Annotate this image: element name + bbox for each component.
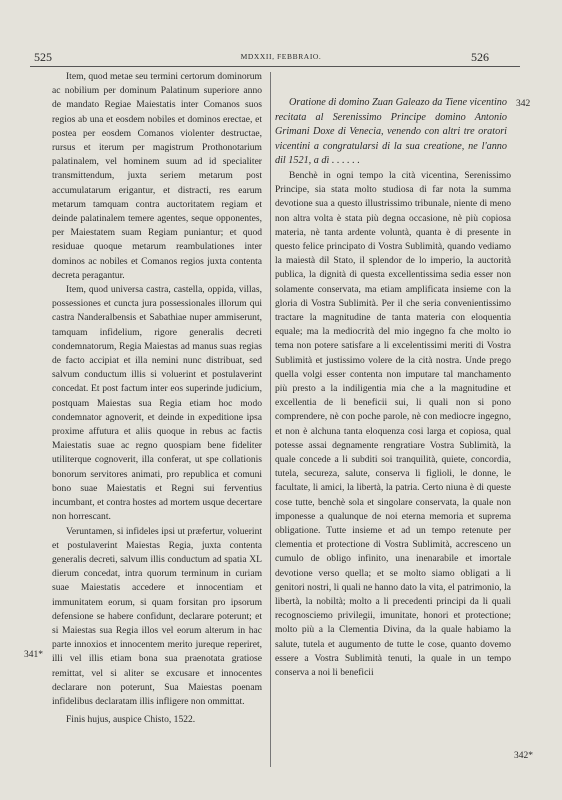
margin-note-left: 341* (24, 650, 43, 660)
paragraph: Veruntamen, si infideles ipsi ut præfertur, voluerint et postulaverint Maiestas Regia, juxta contenta generalis decreti, salvum illis conductum ad spatia XL dierum concedat, intra quorum terminum in curiam suae Maiestatis accedere et innocentiam et immunitatem eorum, si quam forsitan pro ipsorum defensione se habere confidunt, declarare poterunt; et si Maiestas sua Regia illos vel eorum alterum in hac parte innoxios et innocentem merito jureque reperiret, illi vel illis etiam bona sua praenotata gratiose remittat, vel si aliter se excusare et innocentes declarare non poterunt, Sua Maiestas poenam infidelibus declaratam illis infligere non ommittat. (52, 525, 262, 707)
oration-title: Oratione di domino Zuan Galeazo da Tiene vicentino recitata al Serenissimo Principe domino Antonio Grimani Doxe di Venecia, venendo con altri tre oratori vicentini a congratularsi di la sua creatione, ne l'anno dil 1521, a dì . . . . . . (275, 97, 507, 167)
right-column (275, 96, 511, 680)
running-head: MDXXII, FEBBRAIO. (240, 52, 322, 61)
margin-note-bottom: 342* (514, 751, 533, 761)
paragraph: Finis hujus, auspice Chisto, 1522. (66, 714, 196, 726)
right-page-number: 526 (471, 50, 489, 64)
margin-note-title: 342 (516, 99, 531, 109)
left-page-number: 525 (34, 50, 52, 64)
column-divider (270, 72, 271, 767)
paragraph: Benchè in ogni tempo la cità vicentina, Serenissimo Principe, sia stata molto studiosa di far nota la summa devotione sua a questo illustrissimo tribunale, niente di meno non altra volta è stata più degna occasione, nè più copiosa materia, nè tanta ardente voluntà, quanta è di presente in questo felice principato di Vostra Sublimità, quando vediamo la maiestà dil Stato, il splendor de lo imperio, la auctorità publica, la dignità di questa excellentissima sedia esser non solamente conservata, ma etiam amplificata insieme con la gloria di Vostra Sublimità. Per il che seria convenientissimo tractare la magnitudine de tanta materia con eloquentia equale; ma la mediocrità del mio ingegno fa che molto io tema non potere satisfare a li excelentissimi meriti di Vostra Sublimità et justissimo volere de la cità nostra. Unde prego quella volgi esser contenta non imputare tal manchamento più presto a la indiligentia mia che a la magnitudine et excellentia de li beneficii sui, li quali non si pono comprendere, nè con poche parole, nè con mediocre ingegno, et non è alchuna tanta eloquenza cosi larga et copiosa, qual potesse assai degnamente rengratiare Vostra Sublimità, la quale concede a li subditi soi tranquilità, quiete, concordia, tutela, secureza, salute, conserva li figlioli, le donne, le facultate, li amici, la libertà, la patria. Certo niuna è di queste cose tutte, benchè sola et singolare conservata, la quale non imponesse a qualunque de noi eterna memoria et suprema obligatione. Tutte insieme et ad un tempo retenute per clementia et protectione di Vostra Sublimità, accresceno un cumulo de obligo infinito, una inenarabile et imortale devotione verso quella; et se molto siamo obligati a li genitori nostri, li quali ne hanno dato la vita, el patrimonio, la libertà, la nobiltà; molto a li precedenti principi da li quali recognosciemo privilegii, imunitate, honori et protectione; molto più a la Clementia Divina, da la quale habiamo la salute, tutela et augumento de tutte le cose, quanto dovemo essere a Vostra Sublimità tenuti, la quale in un tempo conserva a noi li beneficii (275, 169, 511, 679)
left-column (52, 70, 262, 727)
header-rule (30, 66, 520, 67)
paragraph: Item, quod metae seu termini certorum dominorum ac nobilium per dominum Palatinum superiore anno de mandato Regiae Maiestatis inter Comanos suos regios ab una et eosdem nobiles et dominos erectae, et postea per eosdem Comanos violenter destructae, rursus et iterum per magistrum Prothonotarium palatinalem, vel hominem suum ad id specialiter transmittendum, juxta seriem metarum post accumulatarum erigantur, et distracti, res earum metarum tamquam contra auctoritatem regiam et deinde palatinalem temere agentes, seque opponentes, per Maiestatem suam Regiam puniantur; et quod residuae quoque metarum reambulationes inter dominos ac nobiles et Comanos regios juxta contenta decreta peragantur. (52, 71, 262, 281)
paragraph: Item, quod universa castra, castella, oppida, villas, possessiones et cuncta jura possessionales illorum qui castra Nanderalbensis et Sabathiae nuper ammiserunt, tamquam infidelium, rigore generalis decreti condemnatorum, Regia Maiestas ad manus suas regias de facto accipiat et illa nemini nunc distribuat, sed salvum conductum illis si voluerint et postulaverint concedat. Et post factum inter eos superinde judicium, postquam Maiestas sua Regia etiam hoc modo condemnator agnoverit, et deinde in expeditione ipsa proxime affutura et aliis quoque in rebus ac factis Maiestatis suae ac regno quospiam bene fideliter utiliterque cognoverit, illa conferat, ut spe collationis bonorum servitores animati, pro republica et comuni bono suae Maiestatis et Regni sui ferventius incumbant, et contra hostes ad mortem usque decertare non horrescant. (52, 284, 262, 523)
